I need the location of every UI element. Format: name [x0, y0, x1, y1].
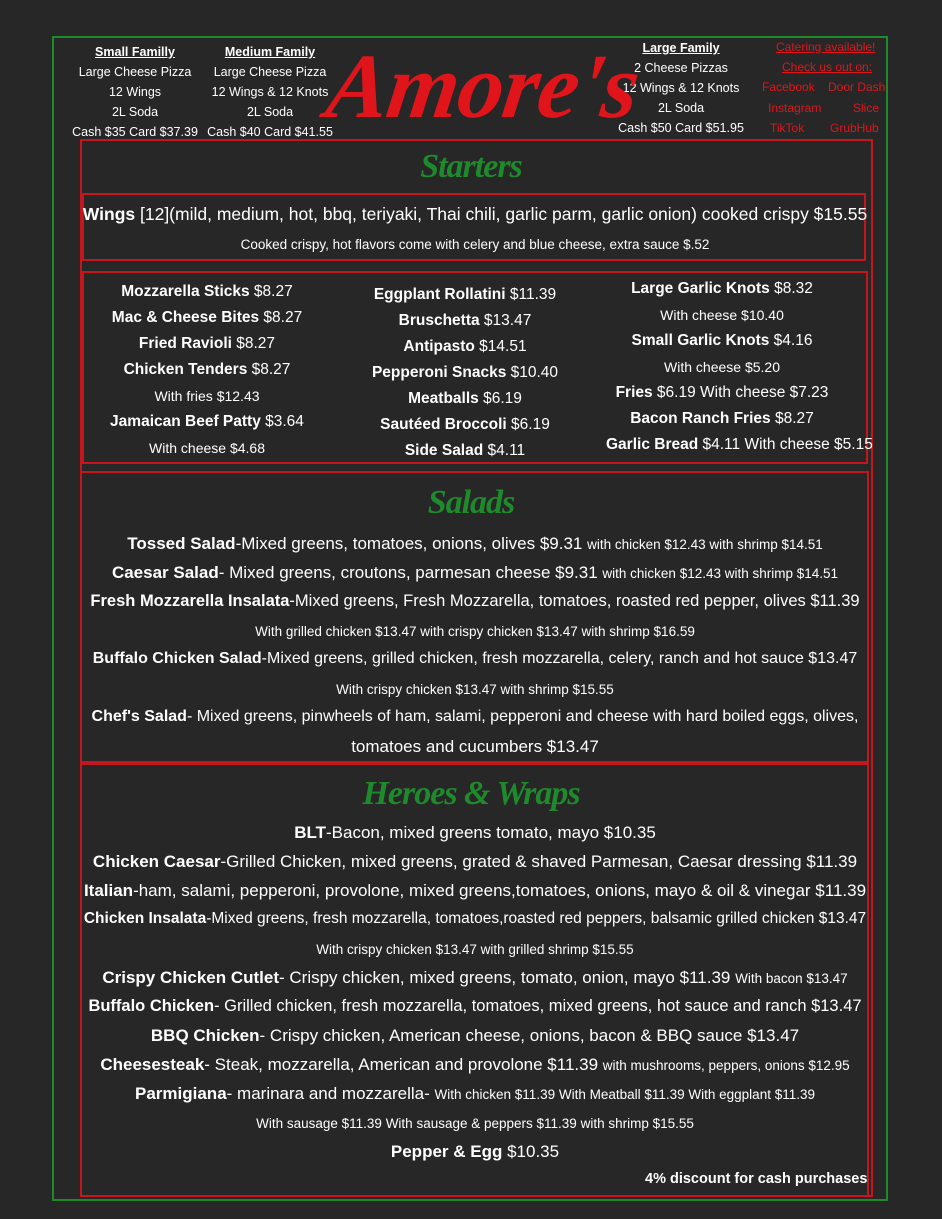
item-extra: With crispy chicken $13.47 with shrimp $15.55 [336, 682, 614, 697]
starter-item [606, 328, 838, 354]
wings-line [82, 204, 868, 225]
item-name: Jamaican Beef Patty [110, 413, 261, 430]
item-price: $10.40 [506, 364, 559, 381]
item-desc: -Bacon, mixed greens tomato, mayo $10.35 [326, 823, 656, 842]
link-grubhub[interactable]: GrubHub [830, 121, 879, 135]
item-name: Chicken Caesar [92, 852, 221, 871]
starter-item [606, 302, 838, 328]
menu-line [82, 881, 868, 901]
deal-title: Small Familly [95, 45, 175, 59]
item-desc: -Mixed greens, tomatoes, onions, olives $9.31 [235, 534, 588, 553]
menu-line [82, 852, 868, 872]
menu-line [82, 534, 868, 554]
item-name: Pepper & Egg [390, 1142, 503, 1161]
starter-item [92, 305, 322, 331]
item-name: Side Salad [404, 442, 484, 459]
deal-price: Cash $35 Card $37.39 [72, 125, 198, 139]
starter-item [606, 406, 838, 432]
item-name: Chef's Salad [91, 708, 187, 725]
restaurant-logo: Amore's [320, 35, 646, 137]
item-name: Caesar Salad [111, 563, 219, 582]
starter-item [92, 331, 322, 357]
item-extra: With grilled chicken $13.47 with crispy chicken $13.47 with shrimp $16.59 [255, 624, 695, 639]
starter-item [606, 276, 838, 302]
item-extra: with chicken $12.43 with shrimp $14.51 [587, 537, 823, 552]
item-extra: with chicken $12.43 with shrimp $14.51 [602, 566, 839, 581]
item-extra: With bacon $13.47 [735, 971, 848, 986]
menu-line [82, 939, 868, 959]
deal-line: Large Cheese Pizza [78, 65, 192, 79]
item-name: BBQ Chicken [150, 1026, 260, 1045]
item-desc: -ham, salami, pepperoni, provolone, mixed greens,tomatoes, onions, mayo & oil & vinegar $11.39 [133, 881, 867, 900]
section-title-heroes: Heroes & Wraps [362, 775, 580, 812]
item-name: Large Garlic Knots [631, 280, 770, 297]
deal-title: Medium Family [224, 45, 316, 59]
menu-line [82, 708, 868, 726]
menu-line [82, 1055, 868, 1075]
starter-item [92, 435, 322, 461]
menu-line [82, 563, 868, 583]
deal-title: Large Family [642, 41, 720, 55]
wings-note: Cooked crispy, hot flavors come with celery and blue cheese, extra sauce $.52 [240, 237, 710, 252]
starters-column-1 [92, 279, 322, 461]
starter-item [350, 386, 580, 412]
item-desc: - marinara and mozzarella- [226, 1084, 435, 1103]
starter-item [92, 409, 322, 435]
item-name: Antipasto [403, 338, 475, 355]
item-desc: tomatoes and cucumbers $13.47 [351, 737, 599, 756]
deal-price: Cash $40 Card $41.55 [207, 125, 333, 139]
starter-item [606, 354, 838, 380]
item-name: Parmigiana [135, 1084, 227, 1103]
starter-item [350, 412, 580, 438]
item-price: $8.27 [770, 410, 814, 427]
item-desc: [12](mild, medium, hot, bbq, teriyaki, Thai chili, garlic parm, garlic onion) cooked crispy $15.55 [135, 204, 868, 224]
catering-title: Catering available! [776, 40, 876, 54]
starter-item [350, 438, 580, 464]
section-title-salads: Salads [427, 484, 515, 521]
item-name: Bruschetta [398, 312, 480, 329]
item-name: Fries [615, 384, 653, 401]
item-name: Bacon Ranch Fries [630, 410, 771, 427]
deal-line: Large Cheese Pizza [213, 65, 327, 79]
item-desc: - Mixed greens, croutons, parmesan cheese $9.31 [218, 563, 603, 582]
link-instagram[interactable]: Instagram [768, 101, 822, 115]
item-price: $6.19 With cheese $7.23 [652, 384, 829, 401]
item-extra: With chicken $11.39 With Meatball $11.39 With eggplant $11.39 [434, 1087, 815, 1102]
item-name: Fresh Mozzarella Insalata [90, 592, 290, 610]
starter-item [606, 432, 873, 458]
item-name: Meatballs [408, 390, 479, 407]
item-desc: - Crispy chicken, American cheese, onions, bacon & BBQ sauce $13.47 [259, 1026, 800, 1045]
menu-line [82, 737, 868, 757]
menu-line [82, 679, 868, 699]
item-desc: - Crispy chicken, mixed greens, tomato, onion, mayo $11.39 [279, 968, 736, 987]
item-price: $4.11 [483, 442, 526, 459]
item-price: $8.27 [231, 335, 276, 352]
deal-price: Cash $50 Card $51.95 [618, 121, 744, 135]
catering-subtitle: Check us out on: [782, 60, 873, 74]
item-price: $11.39 [505, 286, 557, 303]
starter-item [350, 308, 580, 334]
item-price: $8.27 [249, 283, 293, 300]
item-name: Chicken Tenders [123, 361, 248, 378]
menu-line [82, 910, 868, 928]
item-name: Small Garlic Knots [631, 332, 770, 349]
item-name: Italian [83, 881, 134, 900]
menu-line [82, 968, 868, 988]
starter-item [606, 380, 838, 406]
item-name: Buffalo Chicken Salad [92, 650, 262, 667]
item-price: $13.47 [479, 312, 532, 329]
item-name: Garlic Bread [606, 436, 699, 453]
starter-item [92, 383, 322, 409]
item-price: With cheese $5.20 [664, 359, 780, 375]
item-desc: - Grilled chicken, fresh mozzarella, tomatoes, mixed greens, hot sauce and ranch $13.47 [214, 997, 862, 1015]
starter-item [350, 360, 580, 386]
item-desc: -Mixed greens, Fresh Mozzarella, tomatoes, roasted red pepper, olives $11.39 [289, 592, 860, 610]
starter-item [350, 334, 580, 360]
cash-discount-note: 4% discount for cash purchases [645, 1171, 868, 1187]
item-name: Tossed Salad [127, 534, 236, 553]
link-door-dash[interactable]: Door Dash [828, 80, 886, 94]
menu-line [82, 1026, 868, 1046]
deal-line: 2L Soda [246, 105, 294, 119]
menu-line [82, 621, 868, 641]
item-name: Pepperoni Snacks [371, 364, 507, 381]
item-price: With fries $12.43 [154, 388, 260, 404]
item-desc: - Mixed greens, pinwheels of ham, salami, pepperoni and cheese with hard boiled eggs, olives, [186, 708, 859, 725]
item-name: BLT [294, 823, 326, 842]
item-extra: with mushrooms, peppers, onions $12.95 [602, 1058, 850, 1073]
deal-line: 2L Soda [657, 101, 705, 115]
menu-line [82, 997, 868, 1016]
menu-line [82, 823, 868, 843]
item-name: Mozzarella Sticks [121, 283, 250, 300]
link-facebook[interactable]: Facebook [762, 80, 815, 94]
link-slice[interactable]: Slice [853, 101, 880, 115]
item-desc: -Grilled Chicken, mixed greens, grated & shaved Parmesan, Caesar dressing $11.39 [220, 852, 858, 871]
deal-line: 2L Soda [111, 105, 159, 119]
item-desc: - Steak, mozzarella, American and provolone $11.39 [204, 1055, 603, 1074]
item-price: $8.27 [259, 309, 303, 326]
item-extra: With crispy chicken $13.47 with grilled shrimp $15.55 [316, 942, 634, 957]
item-price: $8.32 [769, 280, 813, 297]
starter-item [92, 279, 322, 305]
item-price: $4.16 [769, 332, 813, 349]
deal-line: 12 Wings [108, 85, 162, 99]
menu-line [82, 1084, 868, 1104]
deal-line: 2 Cheese Pizzas [634, 61, 728, 75]
section-title-starters: Starters [420, 148, 522, 185]
menu-line [82, 1113, 868, 1133]
item-price: $4.11 With cheese $5.15 [698, 436, 873, 453]
item-price: $8.27 [247, 361, 291, 378]
item-desc: -Mixed greens, fresh mozzarella, tomatoes,roasted red peppers, balsamic grilled chicken $13.47 [206, 910, 867, 927]
item-name: Mac & Cheese Bites [111, 309, 260, 326]
starter-item [92, 357, 322, 383]
deal-line: 12 Wings & 12 Knots [622, 81, 740, 95]
item-name: Wings [82, 204, 136, 224]
item-name: Cheesesteak [100, 1055, 205, 1074]
starters-column-3 [606, 276, 873, 458]
item-name: Fried Ravioli [138, 335, 232, 352]
item-price: With cheese $4.68 [149, 440, 265, 456]
link-tiktok[interactable]: TikTok [770, 121, 805, 135]
starters-column-2 [350, 282, 580, 464]
starter-item [350, 282, 580, 308]
item-price: $3.64 [260, 413, 304, 430]
item-price: $14.51 [474, 338, 527, 355]
item-name: Sautéed Broccoli [380, 416, 507, 433]
item-name: Eggplant Rollatini [373, 286, 506, 303]
deal-small-family [52, 42, 218, 142]
deal-line: 12 Wings & 12 Knots [211, 85, 329, 99]
item-name: Buffalo Chicken [88, 997, 215, 1015]
item-desc: -Mixed greens, grilled chicken, fresh mozzarella, celery, ranch and hot sauce $13.47 [261, 650, 858, 667]
item-price: $6.19 [506, 416, 550, 433]
menu-line [82, 650, 868, 668]
item-price: With cheese $10.40 [660, 307, 784, 323]
item-price: $6.19 [478, 390, 522, 407]
menu-line [82, 1142, 868, 1162]
item-name: Crispy Chicken Cutlet [102, 968, 279, 987]
item-desc: $10.35 [502, 1142, 560, 1161]
item-name: Chicken Insalata [83, 910, 207, 927]
menu-line [82, 592, 868, 611]
item-extra: With sausage $11.39 With sausage & peppers $11.39 with shrimp $15.55 [256, 1116, 694, 1131]
